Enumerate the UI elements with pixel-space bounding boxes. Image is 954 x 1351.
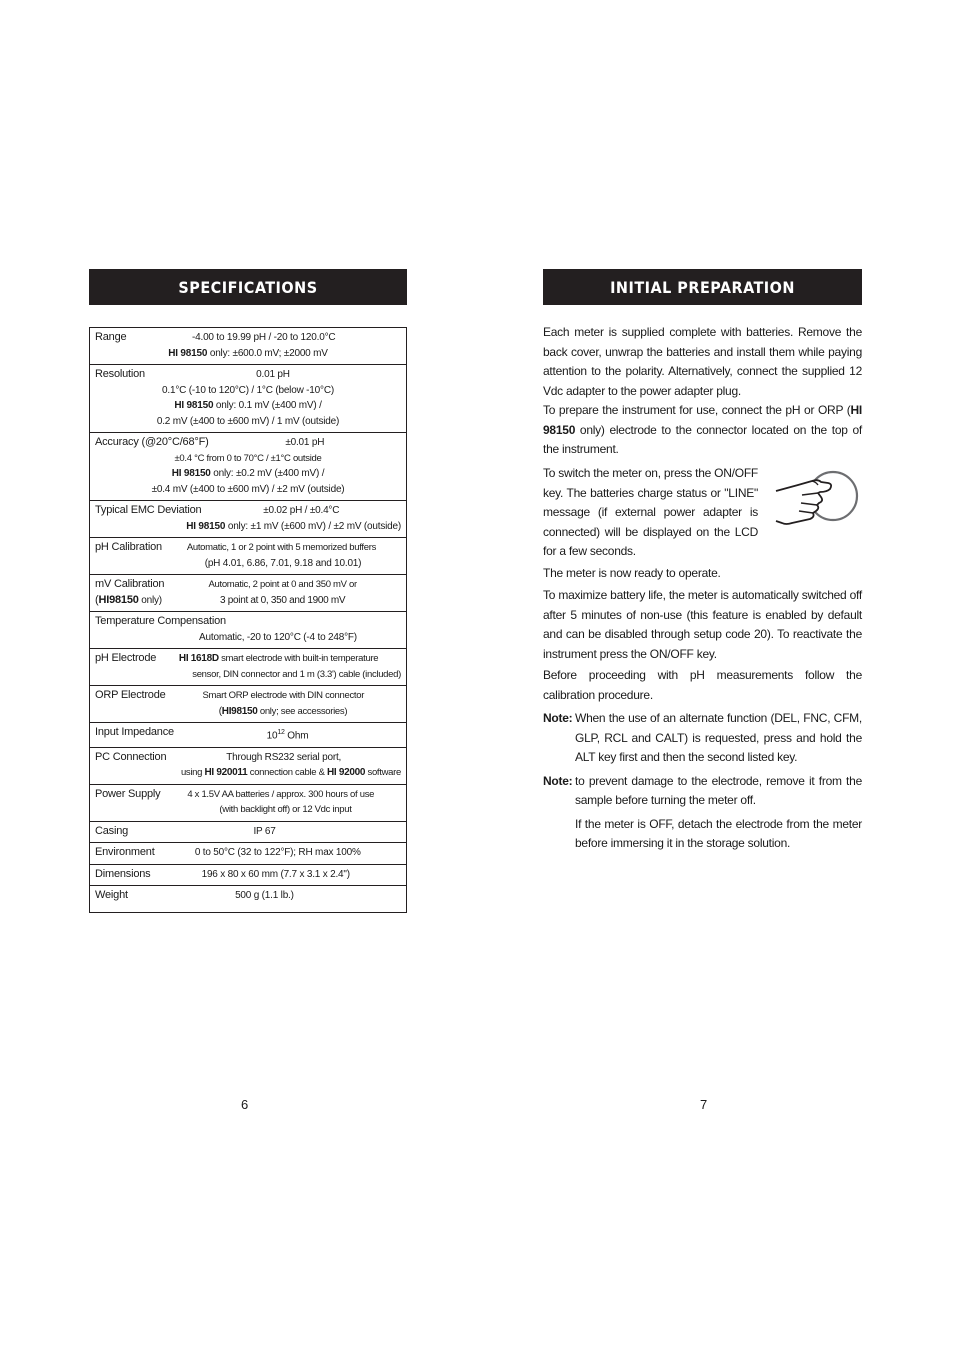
spec-row-dimensions xyxy=(90,864,407,886)
specifications-table xyxy=(89,327,407,913)
spec-label: Weight xyxy=(95,889,128,902)
spec-row-pc-connection xyxy=(90,747,407,784)
preparation-intro xyxy=(543,323,862,460)
spec-row-accuracy xyxy=(90,433,407,501)
spec-label: PC Connection xyxy=(95,750,167,763)
paragraph: To maximize battery life, the meter is automatically switched off after 5 minutes of non-use (this feature is enabled by default and can be disabled through setup code 20). To reactivate the instrument press the ON/OFF key. xyxy=(543,588,862,661)
spec-value: Through RS232 serial port, xyxy=(226,751,342,763)
battery-section xyxy=(543,586,862,854)
spec-row-ph-calibration xyxy=(90,538,407,575)
spec-value: IP 67 xyxy=(253,825,276,837)
spec-label: ORP Electrode xyxy=(95,689,166,701)
spec-row-mv-calibration xyxy=(90,575,407,612)
spec-row-temperature-compensation xyxy=(90,612,407,649)
spec-value: Automatic, 1 or 2 point with 5 memorized buffers xyxy=(186,542,377,553)
spec-value: Automatic, 2 point at 0 and 350 mV or 3 point at 0, 350 and 1900 mV xyxy=(208,579,357,606)
spec-value: (HI98150 only; see accessories) xyxy=(218,705,348,717)
spec-label: Input Impedance xyxy=(95,726,174,738)
paragraph: To switch the meter on, press the ON/OFF key. The batteries charge status or "LINE" message (if external power adapter is connected) will be displayed on the LCD for a few seconds. xyxy=(543,466,758,558)
spec-label: Resolution xyxy=(95,368,145,380)
spec-label: Range xyxy=(95,331,127,343)
spec-label: Environment xyxy=(95,846,155,859)
spec-row-environment xyxy=(90,843,407,865)
spec-value: ±0.02 pH / ±0.4°C xyxy=(263,505,340,516)
hand-pressing-button-icon xyxy=(772,469,862,527)
spec-value: using HI 920011 connection cable & HI 92000 software xyxy=(180,767,401,779)
spec-label: pH Electrode xyxy=(95,652,157,664)
spec-value: HI 1618D smart electrode with built-in temperature xyxy=(178,653,379,664)
spec-label: Casing xyxy=(95,824,129,837)
spec-value: HI 98150 only: ±1 mV (±600 mV) / ±2 mV (outside) xyxy=(186,520,401,532)
paragraph: To prepare the instrument for use, connect the pH or ORP (HI 98150 only) electrode to the connector located on the top of the instrument. xyxy=(543,403,862,456)
spec-value: (pH 4.01, 6.86, 7.01, 9.18 and 10.01) xyxy=(204,557,362,569)
spec-value: 4 x 1.5V AA batteries / approx. 300 hours of use xyxy=(187,788,375,800)
spec-value: HI 98150 only: ±0.2 mV (±400 mV) / xyxy=(171,468,325,479)
spec-value: -4.00 to 19.99 pH / -20 to 120.0°C xyxy=(192,332,336,343)
spec-value: 0.01 pH xyxy=(256,369,290,380)
spec-value: 500 g (1.1 lb.) xyxy=(235,890,294,902)
spec-value: HI 98150 only: 0.1 mV (±400 mV) / xyxy=(174,400,322,411)
spec-value: ±0.4 °C from 0 to 70°C / ±1°C outside xyxy=(174,452,322,464)
power-on-section xyxy=(543,464,758,583)
spec-value: ±0.01 pH xyxy=(285,437,325,448)
paragraph: If the meter is OFF, detach the electrode from the meter before immersing it in the storage solution. xyxy=(575,816,862,850)
spec-value: ±0.4 mV (±400 to ±600 mV) / ±2 mV (outside) xyxy=(151,483,345,495)
spec-row-resolution xyxy=(90,365,407,433)
spec-row-power-supply xyxy=(90,784,407,821)
spec-row-range xyxy=(90,328,407,365)
spec-label: Dimensions xyxy=(95,867,151,880)
spec-row-weight xyxy=(90,886,407,913)
spec-value: HI 98150 only: ±600.0 mV; ±2000 mV xyxy=(168,347,328,359)
note: Note: When the use of an alternate function (DEL, FNC, CFM, GLP, RCL and CALT) is requested, press and hold the ALT key first and then the second listed key. xyxy=(543,711,862,764)
spec-value: $10^{12}$ Ohm xyxy=(266,729,309,742)
spec-label: Typical EMC Deviation xyxy=(95,504,202,516)
paragraph: Before proceeding with pH measurements follow the calibration procedure. xyxy=(543,668,862,702)
spec-value: 0.1°C (-10 to 120°C) / 1°C (below -10°C) xyxy=(162,384,334,396)
page-number: 6 xyxy=(241,1097,249,1112)
initial-preparation-title: INITIAL PREPARATION xyxy=(543,269,862,305)
spec-row-emc-deviation xyxy=(90,501,407,538)
spec-row-casing xyxy=(90,821,407,843)
spec-value: 0.2 mV (±400 to ±600 mV) / 1 mV (outside) xyxy=(156,415,340,427)
spec-label: mV Calibration (HI98150 only) xyxy=(95,578,165,606)
spec-label: pH Calibration xyxy=(95,541,162,553)
spec-row-orp-electrode xyxy=(90,686,407,723)
spec-value: Automatic, -20 to 120°C (-4 to 248°F) xyxy=(199,631,357,643)
paragraph: Each meter is supplied complete with batteries. Remove the back cover, unwrap the batteries and install them while paying attention to the polarity. Alternatively, connect the supplied 12 Vdc adapter to the power adapter plug. xyxy=(543,325,862,398)
specifications-title: SPECIFICATIONS xyxy=(89,269,407,305)
spec-value: 0 to 50°C (32 to 122°F); RH max 100% xyxy=(194,847,361,859)
note: Note: to prevent damage to the electrode, remove it from the sample before turning the meter off. xyxy=(543,773,862,807)
page-number: 7 xyxy=(700,1097,708,1112)
spec-row-ph-electrode xyxy=(90,649,407,686)
paragraph: The meter is now ready to operate. xyxy=(543,565,721,580)
spec-label: Power Supply xyxy=(95,787,161,800)
spec-value: (with backlight off) or 12 Vdc input xyxy=(219,804,352,816)
spec-label: Accuracy (@20°C/68°F) xyxy=(95,436,209,448)
spec-value: sensor, DIN connector and 1 m (3.3') cable (included) xyxy=(192,668,401,680)
spec-label: Temperature Compensation xyxy=(95,615,226,627)
spec-value: Smart ORP electrode with DIN connector xyxy=(202,690,365,701)
spec-value: 196 x 80 x 60 mm (7.7 x 3.1 x 2.4") xyxy=(201,868,350,880)
spec-row-input-impedance xyxy=(90,723,407,748)
